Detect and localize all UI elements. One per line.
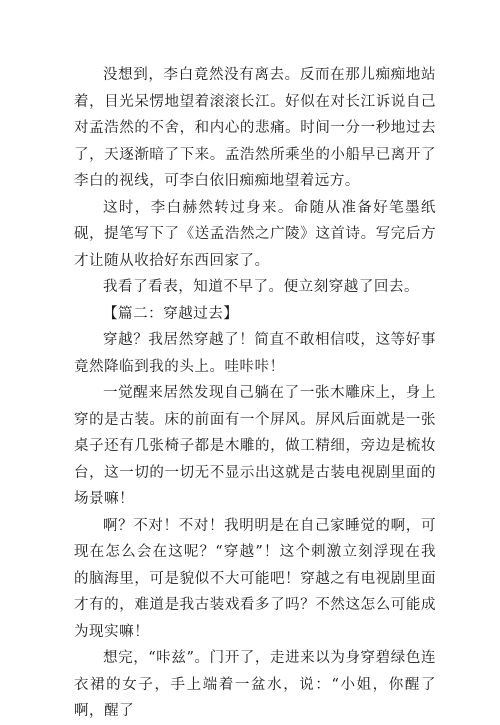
document-page [74,62,436,725]
paragraph-7: 啊？不对！不对！我明明是在自己家睡觉的啊，可现在怎么会在这呢？“穿越”！这个刺激立刻浮现在我的脑海里，可是貌似不大可能吧！穿越之有电视剧里面才有的，难道是我古装戏看多了吗？不然这怎么可能成为现实嘛！ [74,517,436,640]
section-heading: 【篇二：穿越过去】 [103,305,239,322]
paragraph-2: 这时，李白赫然转过身来。命随从准备好笔墨纸砚，提笔写下了《送孟浩然之广陵》这首诗。写完后方才让随从收拾好东西回家了。 [74,199,436,269]
paragraph-5: 穿越？我居然穿越了！简直不敢相信哎，这等好事竟然降临到我的头上。哇咔咔！ [74,332,436,375]
paragraph-6: 一觉醒来居然发现自己躺在了一张木雕床上，身上穿的是古装。床的前面有一个屏风。屏风后面就是一张桌子还有几张椅子都是木雕的，做工精细，旁边是梳妆台，这一切的一切无不显示出这就是古装电视剧里面的场景嘛！ [74,385,436,507]
paragraph-1: 没想到，李白竟然没有离去。反而在那儿痴痴地站着，目光呆愣地望着滚滚长江。好似在对长江诉说自己对孟浩然的不舍，和内心的悲痛。时间一分一秒地过去了，天逐渐暗了下来。孟浩然所乘坐的小船早已离开了李白的视线，可李白依旧痴痴地望着远方。 [74,67,436,189]
paragraph-8: 想完，“咔兹”。门开了，走进来以为身穿碧绿色连衣裙的女子，手上端着一盆水，说：“小姐，你醒了啊，醒了 [74,650,436,719]
paragraph-3: 我看了看表，知道不早了。便立刻穿越了回去。 [103,279,420,295]
